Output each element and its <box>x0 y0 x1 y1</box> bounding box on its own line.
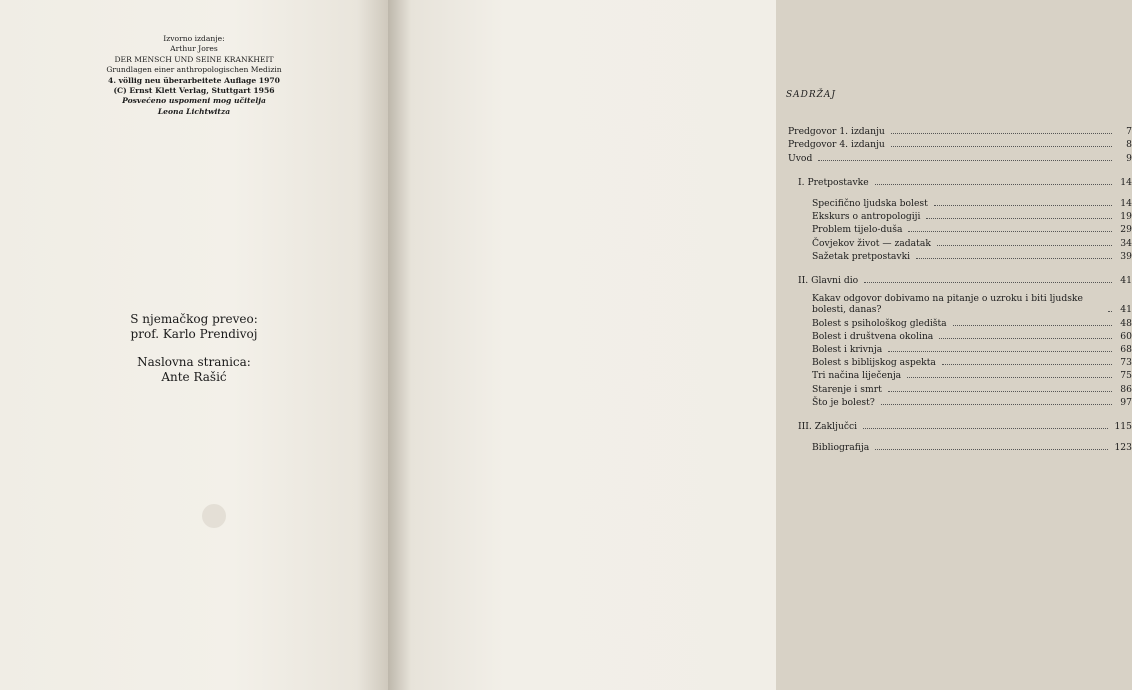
dedication-line: Posvećeno uspomeni mog učitelja <box>122 96 266 106</box>
toc-entry-label: Problem tijelo-duša <box>812 224 903 236</box>
dot-leader <box>891 146 1112 147</box>
toc-entry-page: 115 <box>1114 420 1132 432</box>
toc-entry <box>788 440 1132 453</box>
toc-entry-page: 7 <box>1126 126 1132 138</box>
dot-leader <box>953 325 1112 326</box>
toc-entry-page: 73 <box>1120 357 1132 369</box>
toc-entry-label: Bibliografija <box>812 442 870 454</box>
toc-entry-label: Tri načina liječenja <box>812 370 902 382</box>
toc-entry-label: I. Pretpostavke <box>798 176 869 188</box>
toc-entry-label: Bolest s biblijskog aspekta <box>812 357 936 369</box>
toc-entry-page: 60 <box>1120 330 1132 342</box>
toc-entry-page: 9 <box>1126 152 1132 164</box>
toc-entry <box>788 368 1132 381</box>
toc-entry <box>788 249 1132 262</box>
cover-artist: Ante Rašić <box>161 370 227 384</box>
dot-leader <box>888 351 1112 352</box>
credit-line: Arthur Jores <box>170 44 218 54</box>
dot-leader <box>937 245 1112 246</box>
toc-entry-label: Čovjekov život — zadatak <box>812 237 931 249</box>
toc-section <box>788 419 1132 432</box>
toc-entry <box>788 196 1132 209</box>
dot-leader <box>881 404 1112 405</box>
toc-entry <box>788 381 1132 394</box>
credit-line: 4. völlig neu überarbeitete Auflage 1970 <box>108 75 280 85</box>
dot-leader <box>818 160 1112 161</box>
toc-section <box>788 273 1132 286</box>
credit-line: DER MENSCH UND SEINE KRANKHEIT <box>114 54 274 64</box>
toc-entry-label: II. Glavni dio <box>798 274 859 286</box>
right-page <box>388 0 1132 690</box>
toc-entry <box>788 137 1132 150</box>
toc-entry-label: Ekskurs o antropologiji <box>812 211 921 223</box>
toc-entry <box>788 235 1132 248</box>
toc-entry <box>788 315 1132 328</box>
toc-entry-label: Bolest i društvena okolina <box>812 330 934 342</box>
cover-label: Naslovna stranica: <box>137 355 251 369</box>
toc-entry-label: III. Zaključci <box>798 420 858 432</box>
toc-entry-label: Što je bolest? <box>812 396 875 408</box>
toc-entry-page: 29 <box>1120 224 1132 236</box>
toc-entry-page: 14 <box>1120 197 1132 209</box>
toc-entry-label: Bolest s psihološkog gledišta <box>812 317 947 329</box>
dot-leader <box>891 133 1112 134</box>
toc-entry <box>788 209 1132 222</box>
dedication-line: Leona Lichtwitza <box>157 106 231 116</box>
toc-entry-page: 123 <box>1114 442 1132 454</box>
toc-entry-page: 48 <box>1120 317 1132 329</box>
dot-leader <box>908 231 1112 232</box>
dot-leader <box>942 364 1112 365</box>
toc-entry <box>788 294 1132 316</box>
translator-credits <box>0 312 388 385</box>
original-edition-credits <box>0 34 388 117</box>
toc-entry <box>788 395 1132 408</box>
toc-entry-page: 97 <box>1120 396 1132 408</box>
credit-line: Izvorno izdanje: <box>163 34 225 43</box>
toc-entry <box>788 150 1132 163</box>
toc-entry-label: Kakav odgovor dobivamo na pitanje o uzroku i biti ljudske bolesti, danas? <box>812 292 1083 315</box>
toc-entry-page: 86 <box>1120 383 1132 395</box>
toc-entry-label: Starenje i smrt <box>812 383 882 395</box>
dot-leader <box>907 377 1112 378</box>
toc-entry-label: Bolest i krivnja <box>812 344 883 356</box>
dot-leader <box>1108 311 1112 312</box>
toc-entry <box>788 342 1132 355</box>
dot-leader <box>888 391 1112 392</box>
left-page <box>0 0 388 690</box>
toc-entry <box>788 124 1132 137</box>
dot-leader <box>863 428 1108 429</box>
dot-leader <box>934 205 1112 206</box>
credit-line: (C) Ernst Klett Verlag, Stuttgart 1956 <box>113 86 275 96</box>
toc-entry <box>788 329 1132 342</box>
translation-label: S njemačkog preveo: <box>130 312 258 326</box>
dot-leader <box>926 218 1112 219</box>
toc-entry-page: 41 <box>1120 304 1132 316</box>
toc-entry-label: Sažetak pretpostavki <box>812 250 911 262</box>
toc-entry-page: 14 <box>1120 176 1132 188</box>
toc-entry-label: Specifično ljudska bolest <box>812 197 928 209</box>
toc-entry <box>788 222 1132 235</box>
credit-line: Grundlagen einer anthropologischen Medizin <box>106 65 282 75</box>
toc-entry-page: 39 <box>1120 250 1132 262</box>
toc-entry-page: 8 <box>1126 139 1132 151</box>
dot-leader <box>864 282 1112 283</box>
toc-entry <box>788 355 1132 368</box>
toc-entry-page: 41 <box>1120 274 1132 286</box>
dot-leader <box>916 258 1112 259</box>
toc-entry-page: 75 <box>1120 370 1132 382</box>
toc-entry-page: 19 <box>1120 211 1132 223</box>
toc-title: SADRŽAJ <box>786 90 837 100</box>
dot-leader <box>875 449 1108 450</box>
publisher-logo-icon <box>202 504 226 528</box>
toc-entry-label: Predgovor 4. izdanju <box>788 139 885 151</box>
toc-entry-label: Predgovor 1. izdanju <box>788 126 885 138</box>
toc-section <box>788 175 1132 188</box>
toc-entry-page: 68 <box>1120 344 1132 356</box>
dot-leader <box>939 338 1112 339</box>
dot-leader <box>875 184 1112 185</box>
toc-entry-page: 34 <box>1120 237 1132 249</box>
toc-entry-label: Uvod <box>788 152 813 164</box>
translator-name: prof. Karlo Prendivoj <box>130 327 258 341</box>
table-of-contents <box>788 124 1132 453</box>
